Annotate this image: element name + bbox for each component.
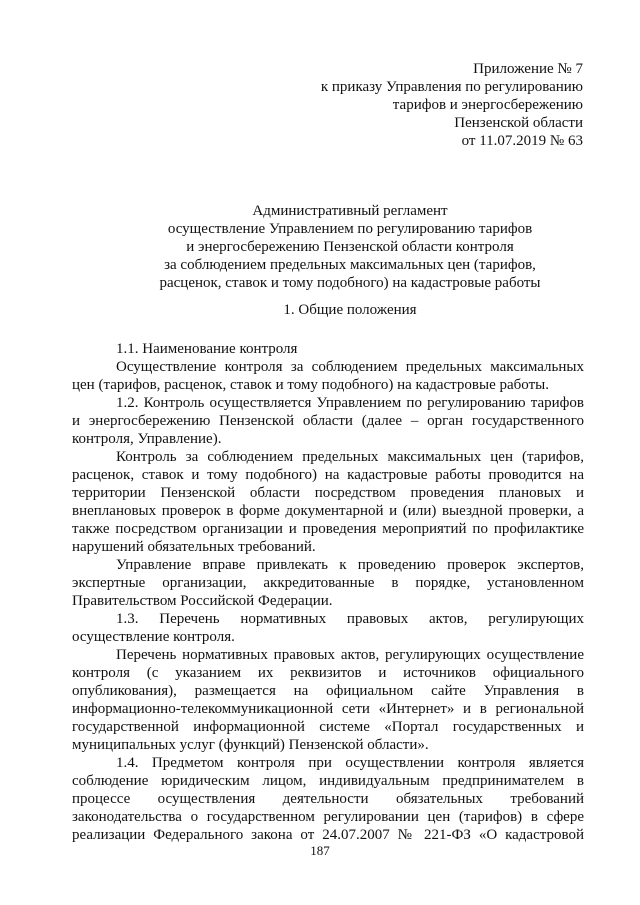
- paragraph-line: осуществление контроля.: [72, 629, 235, 645]
- paragraph-line: экспертные организации, аккредитованные в порядке, установленном: [72, 575, 584, 591]
- paragraph-line: нарушений обязательных требований.: [72, 539, 316, 555]
- paragraph-line: 1.1. Наименование контроля: [116, 341, 298, 357]
- appendix-header: [263, 60, 583, 150]
- paragraph-line: Контроль за соблюдением предельных максимальных цен (тарифов,: [116, 449, 584, 465]
- paragraph-line: реализации Федерального закона от 24.07.2007 № 221-ФЗ «О кадастровой: [72, 827, 584, 843]
- header-line: Пензенской области: [454, 115, 583, 131]
- paragraph-line: контроля (с указанием их реквизитов и источников официального: [72, 665, 584, 681]
- paragraph-line: законодательства о государственном регулировании цен (тарифов) в сфере: [72, 809, 584, 825]
- paragraph: [72, 556, 584, 610]
- paragraph-line: Правительством Российской Федерации.: [72, 593, 333, 609]
- paragraph-line: процессе осуществления деятельности обязательных требований: [72, 791, 584, 807]
- paragraph-line: информационно-телекоммуникационной сети «Интернет» и в региональной: [72, 701, 584, 717]
- paragraph: [72, 358, 584, 394]
- paragraph-line: государственной информационной системе «Портал государственных и: [72, 719, 584, 735]
- paragraph-line: Управление вправе привлекать к проведению проверок экспертов,: [116, 557, 584, 573]
- paragraph-line: цен (тарифов, расценок, ставок и тому подобного) на кадастровые работы.: [72, 377, 549, 393]
- title-line: за соблюдением предельных максимальных цен (тарифов,: [164, 257, 536, 273]
- paragraph: [72, 610, 584, 646]
- paragraph: [72, 394, 584, 448]
- title-line: Административный регламент: [252, 203, 448, 219]
- paragraph-line: муниципальных услуг (функций) Пензенской области».: [72, 737, 429, 753]
- document-body: [72, 340, 584, 844]
- paragraph-line: соблюдение юридическим лицом, индивидуальным предпринимателем в: [72, 773, 584, 789]
- header-line: от 11.07.2019 № 63: [461, 133, 583, 149]
- paragraph-line: Осуществление контроля за соблюдением предельных максимальных: [116, 359, 584, 375]
- paragraph-line: 1.3. Перечень нормативных правовых актов, регулирующих: [116, 611, 584, 627]
- header-line: тарифов и энергосбережению: [392, 97, 583, 113]
- section-heading: 1. Общие положения: [283, 302, 417, 318]
- paragraph-line: 1.4. Предметом контроля при осуществлении контроля является: [116, 755, 584, 771]
- paragraph-line: контроля, Управление).: [72, 431, 222, 447]
- title-line: осуществление Управлением по регулированию тарифов: [167, 221, 533, 237]
- paragraph: [72, 754, 584, 844]
- paragraph-line: Перечень нормативных правовых актов, регулирующих осуществление: [116, 647, 584, 663]
- paragraph: [72, 340, 584, 358]
- paragraph-line: территории Пензенской области посредством проведения плановых и: [72, 485, 584, 501]
- paragraph-line: также посредством организации и проведения мероприятий по профилактике: [72, 521, 584, 537]
- title-line: расценок, ставок и тому подобного) на кадастровые работы: [159, 275, 541, 291]
- header-line: к приказу Управления по регулированию: [320, 79, 583, 95]
- paragraph: [72, 448, 584, 556]
- header-line: Приложение № 7: [473, 61, 583, 77]
- page-number: 187: [310, 843, 330, 858]
- paragraph: [72, 646, 584, 754]
- title-line: и энергосбережению Пензенской области контроля: [186, 239, 514, 255]
- paragraph-line: расценок, ставок и тому подобного) на кадастровые работы проводится на: [72, 467, 584, 483]
- paragraph-line: и энергосбережению Пензенской области (далее – орган государственного: [72, 413, 584, 429]
- paragraph-line: 1.2. Контроль осуществляется Управлением по регулированию тарифов: [116, 395, 584, 411]
- paragraph-line: внеплановых проверок в форме документарной и (или) выездной проверки, а: [72, 503, 584, 519]
- document-title: [60, 202, 640, 292]
- paragraph-line: опубликования), размещается на официальном сайте Управления в: [72, 683, 584, 699]
